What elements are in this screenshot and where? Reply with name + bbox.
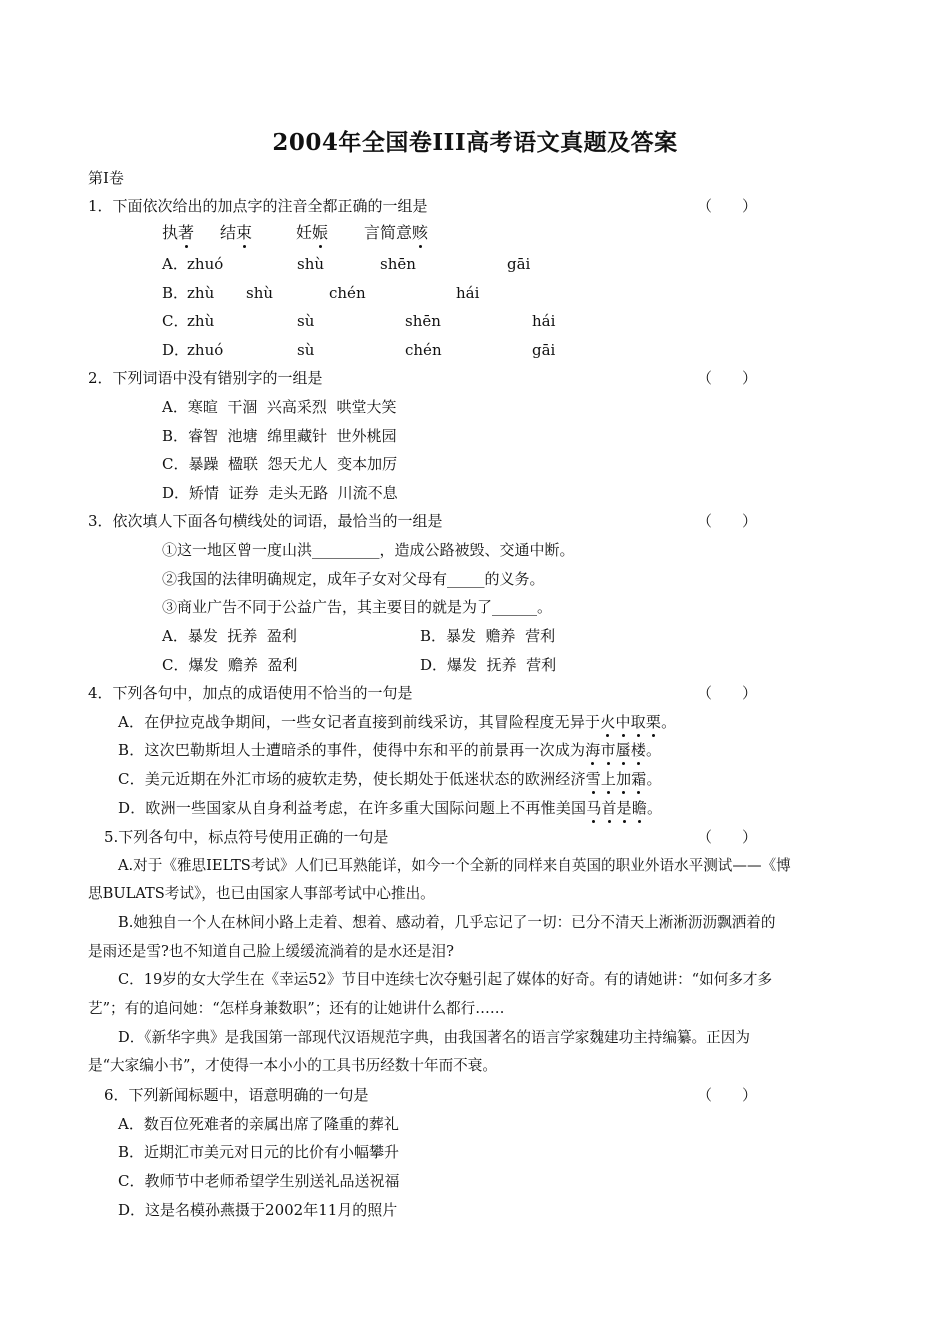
q2-option-d: D．矫情 证券 走头无路 川流不息 [162, 484, 398, 502]
q6-option-d: D．这是名模孙燕摄于2002年11月的照片 [118, 1201, 398, 1219]
dotted-char: 加 [616, 770, 632, 788]
dotted-char: 是 [616, 799, 632, 817]
q1-word-1: 执著 [162, 223, 195, 242]
q2-option-c: C．暴躁 楹联 怨天尤人 变本加厉 [162, 455, 398, 473]
q3-sentence-3: ③商业广告不同于公益广告，其主要目的就是为了______。 [162, 598, 553, 616]
q1-option-b-pinyin-4: hái [456, 284, 480, 302]
dotted-char: 海 [585, 741, 601, 759]
dotted-idiom [586, 770, 647, 788]
q5-option-d-line-2: 是“大家编小书”，才使得一本小小的工具书历经数十年而不衰。 [88, 1057, 497, 1074]
q2-answer-paren: （ ） [697, 369, 758, 387]
q4-stem: 4．下列各句中，加点的成语使用不恰当的一句是 [88, 684, 413, 702]
q3-option-c: C．爆发 赡养 盈利 [162, 656, 298, 674]
q4-option-b: B．这次巴勒斯坦人士遭暗杀的事件，使得中东和平的前景再一次成为海市蜃楼。 [118, 741, 662, 759]
q6-option-a: A．数百位死难者的亲属出席了隆重的葬礼 [118, 1115, 399, 1133]
q1-option-a-pinyin-2: shù [297, 255, 325, 273]
q1-option-d-pinyin-1: zhuó [187, 341, 224, 359]
q1-word-2: 结束 [220, 223, 253, 242]
q2-option-b: B．睿智 池塘 绵里藏针 世外桃园 [162, 427, 397, 445]
dotted-char: 马 [586, 799, 602, 817]
q3-option-d: D．爆发 抚养 营利 [420, 656, 557, 674]
q1-word-3: 妊娠 [296, 223, 329, 242]
q4-answer-paren: （ ） [697, 684, 758, 702]
q1-option-a-pinyin-1: zhuó [187, 255, 224, 273]
dotted-idiom [600, 713, 661, 731]
q1-option-d-pinyin-4: gāi [532, 341, 556, 359]
q3-sentence-2: ②我国的法律明确规定，成年子女对父母有_____的义务。 [162, 570, 545, 588]
q5-option-b-line-1: B.她独自一个人在林间小路上走着、想着、感动着，几乎忘记了一切：已分不清天上淅淅沥沥飘洒着的 [118, 914, 776, 931]
q3-option-a: A．暴发 抚养 盈利 [162, 627, 297, 645]
q1-option-d-label: D． [162, 341, 190, 359]
q1-option-b-label: B． [162, 284, 189, 302]
q5-option-c-line-2: 艺”；有的追问她：“怎样身兼数职”；还有的让她讲什么都行…… [88, 1000, 505, 1017]
q1-option-b-pinyin-3: chén [329, 284, 366, 302]
q1-stem: 1．下面依次给出的加点字的注音全都正确的一组是 [88, 197, 428, 215]
document-title: 2004年全国卷III高考语文真题及答案 [272, 129, 678, 156]
dotted-char: 市 [600, 741, 616, 759]
q2-stem: 2．下列词语中没有错别字的一组是 [88, 369, 323, 387]
q1-option-c-label: C． [162, 312, 189, 330]
dotted-char: 束 [236, 223, 253, 242]
q1-option-c-pinyin-1: zhù [187, 312, 215, 330]
q5-option-a-line-2: 思BULATS考试》，也已由国家人事部考试中心推出。 [88, 885, 435, 902]
dotted-char: 雪 [585, 770, 601, 788]
dotted-idiom [586, 799, 647, 817]
q1-option-c-pinyin-4: hái [532, 312, 556, 330]
dotted-char: 栗 [645, 713, 662, 731]
dotted-char: 霜 [631, 770, 647, 788]
q5-stem: 5.下列各句中，标点符号使用正确的一句是 [104, 828, 389, 846]
q3-option-b: B．暴发 赡养 营利 [420, 627, 556, 645]
q1-option-c-pinyin-3: shēn [405, 312, 441, 330]
q6-answer-paren: （ ） [697, 1086, 758, 1104]
q5-option-a-line-1: A.对于《雅思IELTS考试》人们已耳熟能详，如今一个全新的同样来自英国的职业外语水平测试——《博 [118, 857, 791, 874]
dotted-char: 取 [630, 713, 646, 731]
dotted-char: 蜃 [615, 741, 631, 759]
q6-stem: 6．下列新闻标题中，语意明确的一句是 [104, 1086, 369, 1104]
dotted-char: 首 [601, 799, 617, 817]
q1-option-b-pinyin-2: shù [246, 284, 274, 302]
dotted-char: 楼 [630, 741, 647, 759]
q5-option-d-line-1: D．《新华字典》是我国第一部现代汉语规范字典，由我国著名的语言学家魏建功主持编纂。正因为 [118, 1029, 750, 1046]
dotted-char: 火 [600, 713, 616, 731]
q4-option-c: C．美元近期在外汇市场的疲软走势，使长期处于低迷状态的欧洲经济雪上加霜。 [118, 770, 662, 788]
q1-word-4: 言简意赅 [364, 223, 429, 242]
q2-option-a: A．寒暄 干涸 兴高采烈 哄堂大笑 [162, 398, 397, 416]
q1-option-a-pinyin-4: gāi [507, 255, 531, 273]
q1-option-d-pinyin-2: sù [297, 341, 315, 359]
q1-option-a-label: A． [162, 255, 188, 273]
q4-option-a: A．在伊拉克战争期间，一些女记者直接到前线采访，其冒险程度无异于火中取栗。 [118, 713, 677, 731]
q1-option-b-pinyin-1: zhù [187, 284, 215, 302]
dotted-char: 娠 [312, 223, 329, 242]
q3-sentence-1: ①这一地区曾一度山洪_________，造成公路被毁、交通中断。 [162, 541, 575, 559]
q5-answer-paren: （ ） [697, 828, 758, 846]
q6-option-b: B．近期汇市美元对日元的比价有小幅攀升 [118, 1143, 400, 1161]
q1-answer-paren: （ ） [697, 197, 758, 215]
q5-option-c-line-1: C．19岁的女大学生在《幸运52》节目中连续七次夺魁引起了媒体的好奇。有的请她讲：“如何多才多 [118, 971, 773, 988]
dotted-char: 著 [178, 223, 195, 242]
q3-stem: 3．依次填人下面各句横线处的词语，最恰当的一组是 [88, 512, 443, 530]
section-heading: 第Ⅰ卷 [88, 169, 124, 187]
q1-option-a-pinyin-3: shēn [380, 255, 416, 273]
dotted-idiom [585, 741, 646, 759]
q4-option-d: D．欧洲一些国家从自身利益考虑，在许多重大国际问题上不再惟美国马首是瞻。 [118, 799, 663, 817]
dotted-char: 上 [600, 770, 617, 788]
q1-option-c-pinyin-2: sù [297, 312, 315, 330]
dotted-char: 中 [615, 713, 631, 731]
q5-option-b-line-2: 是雨还是雪?也不知道自己脸上缓缓流淌着的是水还是泪? [88, 943, 454, 960]
dotted-char: 瞻 [631, 799, 648, 817]
dotted-char: 赅 [412, 223, 429, 242]
q6-option-c: C．教师节中老师希望学生别送礼品送祝福 [118, 1172, 400, 1190]
q3-answer-paren: （ ） [697, 512, 758, 530]
q1-option-d-pinyin-3: chén [405, 341, 442, 359]
